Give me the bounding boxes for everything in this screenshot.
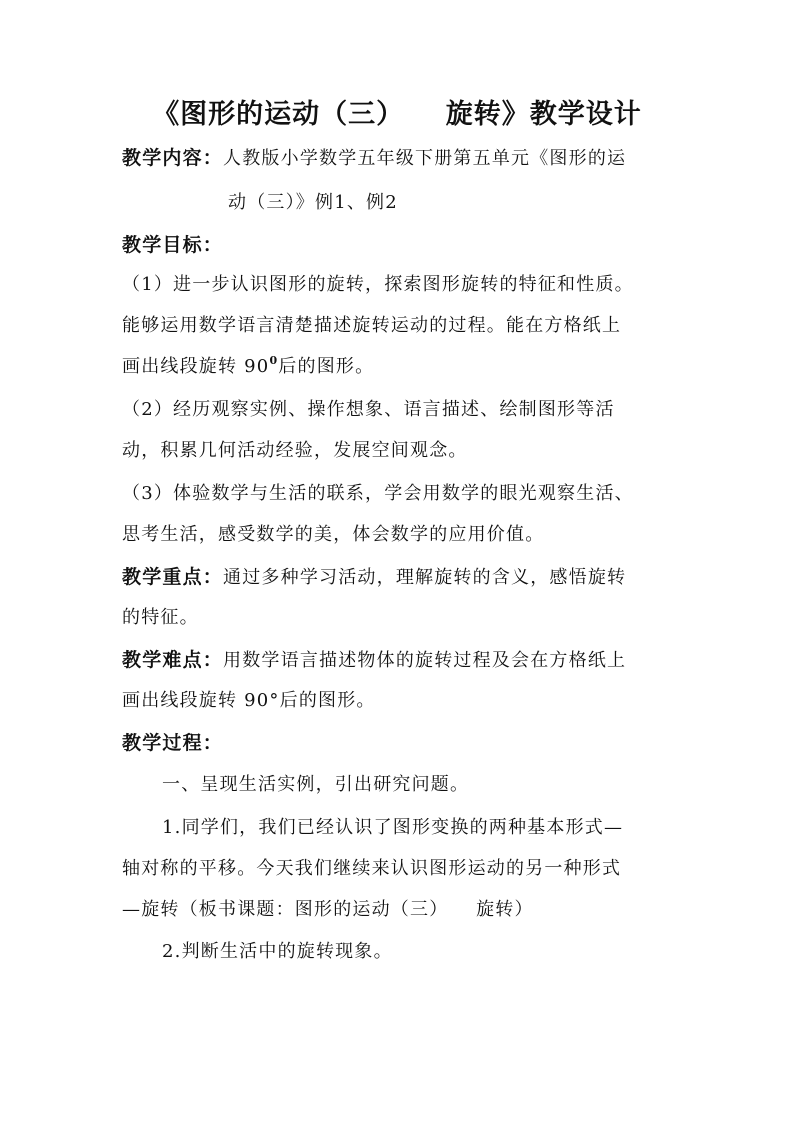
process-para-1-line-1: 1.同学们，我们已经认识了图形变换的两种基本形式— [162, 817, 624, 838]
content-label: 教学内容： [122, 147, 224, 169]
difficulty-text-cont: 画出线段旋转 90°后的图形。 [122, 690, 376, 711]
process-para-1-line-2: 轴对称的平移。今天我们继续来认识图形运动的另一种形式 [122, 858, 622, 879]
goal-1-line-3-end: 后的图形。 [278, 356, 375, 377]
goal-3-line-1: （3）体验数学与生活的联系，学会用数学的眼光观察生活、 [122, 483, 634, 504]
document-title: 《图形的运动（三） 旋转》教学设计 [152, 99, 642, 130]
difficulty-text: 用数学语言描述物体的旋转过程及会在方格纸上 [223, 650, 627, 671]
goal-2-line-1: （2）经历观察实例、操作想象、语言描述、绘制图形等活 [122, 399, 615, 420]
difficulty-label: 教学难点： [122, 649, 224, 671]
degree-mark: 0 [269, 354, 279, 367]
goal-1-line-3 [122, 352, 374, 382]
goal-1-line-2: 能够运用数学语言清楚描述旋转运动的过程。能在方格纸上 [122, 315, 622, 336]
goal-3-line-2: 思考生活，感受数学的美，体会数学的应用价值。 [122, 524, 545, 545]
key-text-cont: 的特征。 [122, 607, 199, 628]
goal-1-line-1: （1）进一步认识图形的旋转，探索图形旋转的特征和性质。 [122, 274, 634, 295]
process-label: 教学过程： [122, 732, 224, 754]
content-text-cont: 动（三）》例1、例2 [228, 192, 398, 213]
key-label: 教学重点： [122, 566, 224, 588]
process-step-1: 一、呈现生活实例，引出研究问题。 [162, 774, 470, 795]
goals-label: 教学目标： [122, 234, 224, 256]
process-para-1-line-3: —旋转（板书课题：图形的运动（三） 旋转） [122, 899, 534, 920]
goal-2-line-2: 动，积累几何活动经验，发展空间观念。 [122, 440, 468, 461]
content-text: 人教版小学数学五年级下册第五单元《图形的运 [223, 148, 627, 169]
key-text: 通过多种学习活动，理解旋转的含义，感悟旋转 [223, 567, 627, 588]
key-row [122, 562, 626, 593]
difficulty-row [122, 645, 626, 676]
process-para-2: 2.判断生活中的旋转现象。 [162, 941, 393, 962]
content-row [122, 143, 626, 174]
goal-1-line-3-text: 画出线段旋转 90 [122, 356, 270, 377]
